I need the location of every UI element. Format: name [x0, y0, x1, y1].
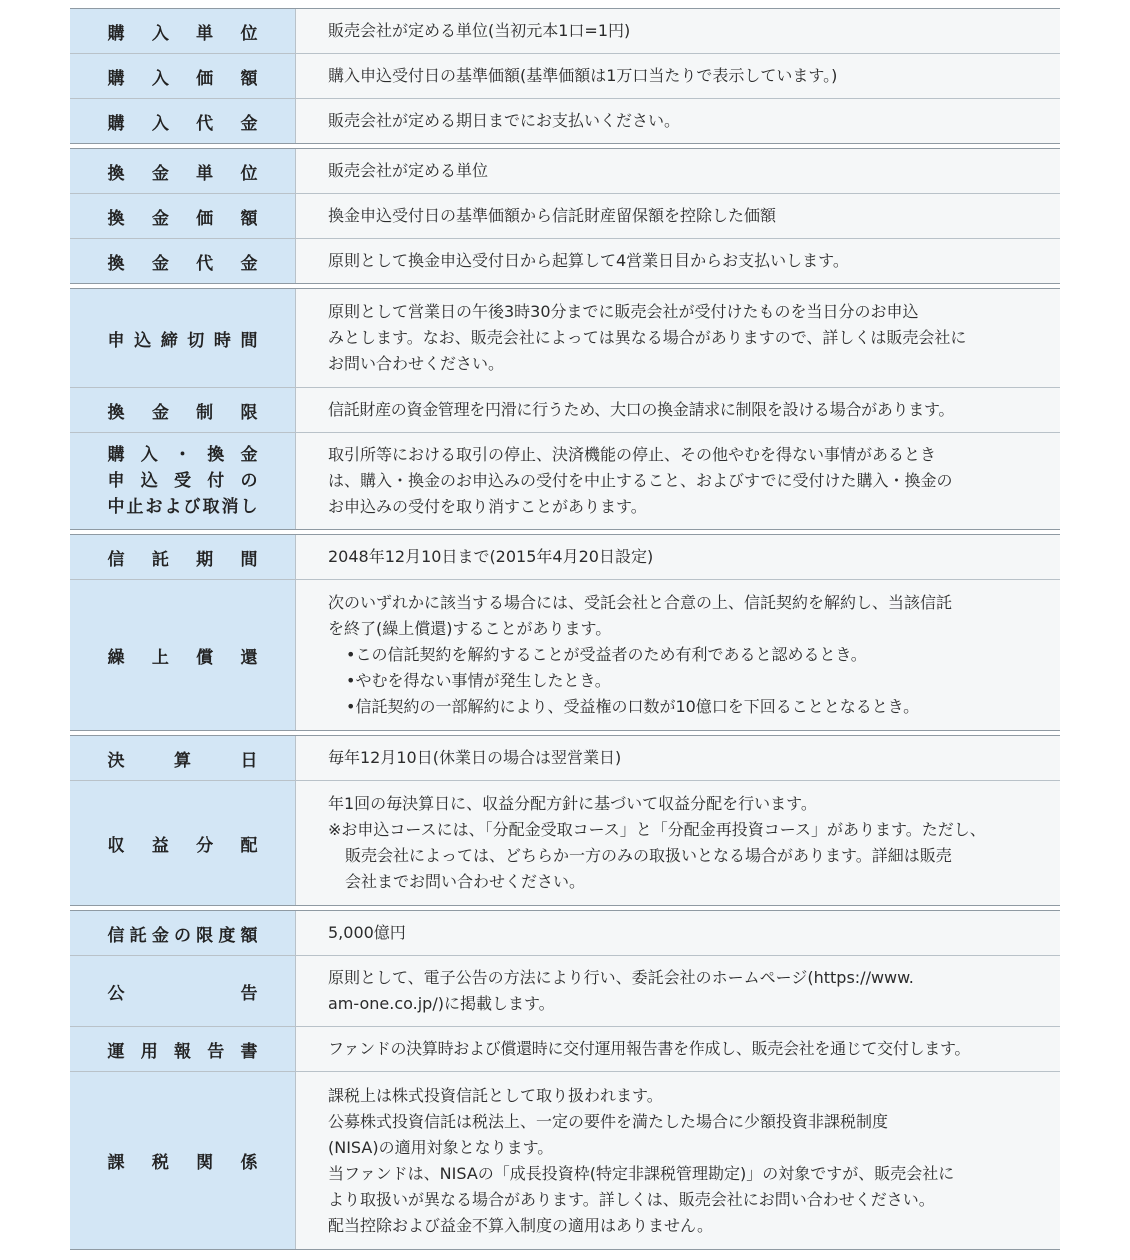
table-row [70, 149, 1060, 193]
purchase-section [70, 8, 1060, 144]
trust-term-section [70, 534, 1060, 731]
row-label: 信託金の限度額 [70, 911, 296, 955]
row-value: 次のいずれかに該当する場合には、受託会社と合意の上、信託契約を解約し、当該信託 を終了(繰上償還)することがあります。 •この信託契約を解約することが受益者のため有利であると認めるとき。 •やむを得ない事情が発生したとき。 •信託契約の一部解約により、受益権の口数が10億口を下回ることとなるとき。 [296, 580, 1060, 730]
table-row [70, 53, 1060, 98]
row-value: 毎年12月10日(休業日の場合は翌営業日) [296, 736, 1060, 780]
row-label: 公告 [70, 956, 296, 1026]
table-row [70, 432, 1060, 529]
table-row [70, 387, 1060, 432]
row-label: 購入価額 [70, 54, 296, 98]
redemption-section [70, 148, 1060, 284]
row-value: 5,000億円 [296, 911, 1060, 955]
row-label: 換金価額 [70, 194, 296, 238]
table-row [70, 911, 1060, 955]
table-row [70, 736, 1060, 780]
row-label: 課税関係 [70, 1072, 296, 1249]
table-row [70, 98, 1060, 143]
row-value: 換金申込受付日の基準価額から信託財産留保額を控除した価額 [296, 194, 1060, 238]
table-row [70, 1071, 1060, 1249]
row-value: 信託財産の資金管理を円滑に行うため、大口の換金請求に制限を設ける場合があります。 [296, 388, 1060, 432]
settlement-section [70, 735, 1060, 906]
table-row [70, 1026, 1060, 1071]
table-row [70, 193, 1060, 238]
row-value: 年1回の毎決算日に、収益分配方針に基づいて収益分配を行います。 ※お申込コースには、「分配金受取コース」と「分配金再投資コース」があります。ただし、 販売会社によっては、どちらか一方のみの取扱いとなる場合があります。詳細は販売 会社までお問い合わせください。 [296, 781, 1060, 905]
row-value: 販売会社が定める期日までにお支払いください。 [296, 99, 1060, 143]
row-label: 収益分配 [70, 781, 296, 905]
row-label: 購入代金 [70, 99, 296, 143]
row-value: 原則として、電子公告の方法により行い、委託会社のホームページ(https://www. am-one.co.jp/)に掲載します。 [296, 956, 1060, 1026]
table-row [70, 9, 1060, 53]
row-label: 運用報告書 [70, 1027, 296, 1071]
application-section [70, 288, 1060, 530]
table-row [70, 579, 1060, 730]
row-value: 原則として営業日の午後3時30分までに販売会社が受付けたものを当日分のお申込 みとします。なお、販売会社によっては異なる場合がありますので、詳しくは販売会社に お問い合わせください。 [296, 289, 1060, 387]
row-label: 繰上償還 [70, 580, 296, 730]
row-label: 申込締切時間 [70, 289, 296, 387]
row-label: 購入・換金 申込受付の 中止および取消し [70, 433, 296, 529]
fund-terms-table [70, 8, 1060, 1250]
row-value: 購入申込受付日の基準価額(基準価額は1万口当たりで表示しています。) [296, 54, 1060, 98]
row-value: 販売会社が定める単位 [296, 149, 1060, 193]
row-value: 2048年12月10日まで(2015年4月20日設定) [296, 535, 1060, 579]
row-value: 取引所等における取引の停止、決済機能の停止、その他やむを得ない事情があるとき は、購入・換金のお申込みの受付を中止すること、およびすでに受付けた購入・換金の お申込みの受付を取り消すことがあります。 [296, 433, 1060, 529]
row-label: 信託期間 [70, 535, 296, 579]
row-label: 決算日 [70, 736, 296, 780]
row-value: 販売会社が定める単位(当初元本1口=1円) [296, 9, 1060, 53]
row-value: 原則として換金申込受付日から起算して4営業日目からお支払いします。 [296, 239, 1060, 283]
table-row [70, 289, 1060, 387]
table-row [70, 955, 1060, 1026]
row-label: 換金単位 [70, 149, 296, 193]
table-row [70, 535, 1060, 579]
table-row [70, 780, 1060, 905]
other-section [70, 910, 1060, 1250]
row-label: 購入単位 [70, 9, 296, 53]
row-label: 換金代金 [70, 239, 296, 283]
row-value: 課税上は株式投資信託として取り扱われます。 公募株式投資信託は税法上、一定の要件を満たした場合に少額投資非課税制度 (NISA)の適用対象となります。 当ファンドは、NISAの「成長投資枠(特定非課税管理勘定)」の対象ですが、販売会社に より取扱いが異なる場合があります。詳しくは、販売会社にお問い合わせください。 配当控除および益金不算入制度の適用はありません。 [296, 1072, 1060, 1249]
row-value: ファンドの決算時および償還時に交付運用報告書を作成し、販売会社を通じて交付します。 [296, 1027, 1060, 1071]
table-row [70, 238, 1060, 283]
row-label: 換金制限 [70, 388, 296, 432]
